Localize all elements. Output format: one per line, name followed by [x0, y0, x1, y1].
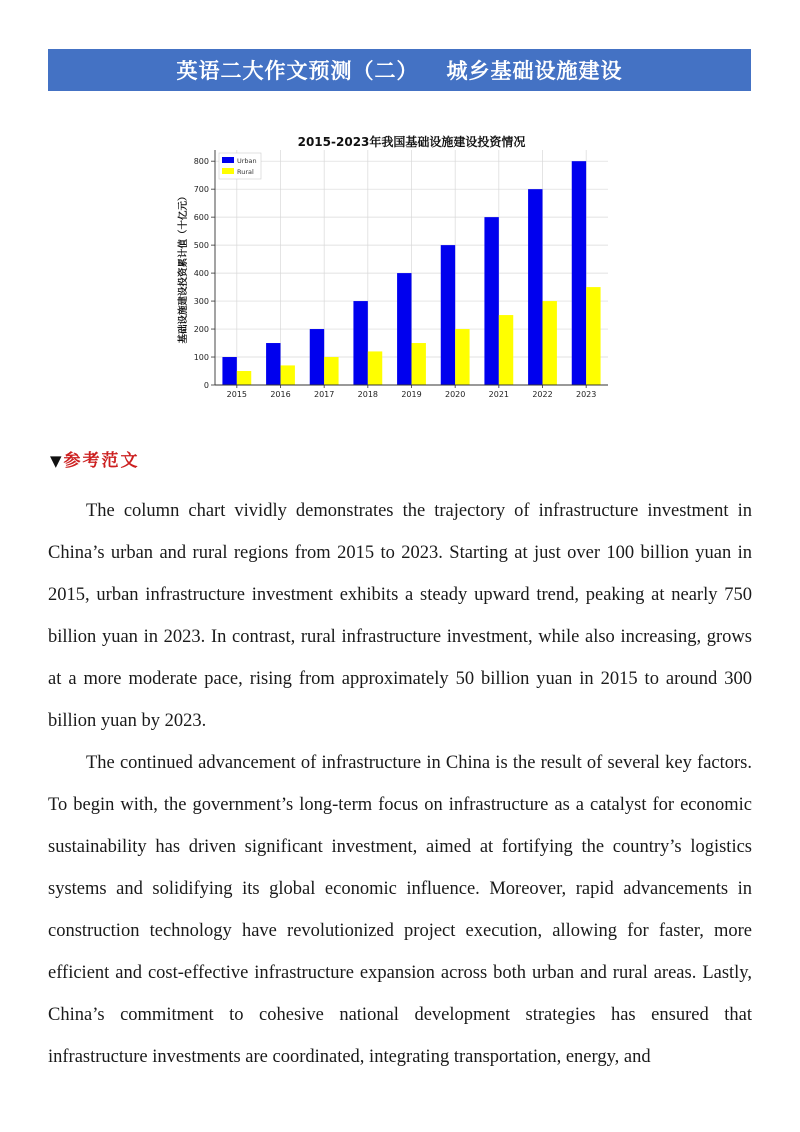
x-tick-label: 2017: [313, 390, 335, 399]
y-tick-label: 400: [193, 269, 209, 279]
x-tick-label: 2023: [575, 390, 597, 399]
y-tick-label: 700: [193, 185, 209, 195]
bar-rural-2021: [499, 315, 513, 385]
bar-rural-2019: [412, 343, 426, 385]
bar-rural-2020: [455, 329, 469, 385]
bar-rural-2017: [324, 357, 338, 385]
y-tick-label: 800: [193, 157, 209, 167]
x-tick-label: 2018: [357, 390, 379, 399]
bar-rural-2015: [237, 371, 251, 385]
chart-svg: [168, 128, 618, 403]
section-title: 参考范文: [63, 451, 140, 471]
x-tick-label: 2016: [270, 390, 291, 399]
bar-urban-2018: [353, 301, 367, 385]
y-tick-label: 100: [193, 353, 209, 363]
legend-label-rural: Rural: [237, 168, 254, 176]
bar-urban-2023: [572, 161, 586, 385]
bar-rural-2022: [543, 301, 557, 385]
triangle-marker-icon: ▼: [50, 452, 62, 470]
x-tick-label: 2020: [444, 390, 466, 399]
essay-paragraph-1: The column chart vividly demonstrates the trajectory of infrastructure investment in China’s urban and rural regions from 2015 to 2023. Starting at just over 100 billion yuan in 2015, urban infrastructure investment exhibits a steady upward trend, peaking at nearly 750 billion yuan in 2023. In contrast, rural infrastructure investment, while also increasing, grows at a more moderate pace, rising from approximately 50 billion yuan in 2015 to around 300 billion yuan by 2023.: [48, 501, 752, 731]
y-axis-label: 基础设施建设投资累计值（十亿元）: [178, 191, 189, 344]
bar-urban-2020: [441, 245, 455, 385]
essay-paragraph-2: The continued advancement of infrastructure in China is the result of several key factors. To begin with, the government’s long-term focus on infrastructure as a catalyst for economic sustainability has driven significant investment, aimed at fortifying the country’s logistics systems and solidifying its global economic influence. Moreover, rapid advancements in construction technology have revolutionized project execution, allowing for faster, more efficient and cost-effective infrastructure expansion across both urban and rural areas. Lastly, China’s commitment to cohesive national development strategies has ensured that infrastructure investments are coordinated, integrating transportation, energy, and: [48, 753, 752, 1067]
bar-rural-2023: [586, 287, 600, 385]
bar-rural-2018: [368, 351, 382, 385]
bar-urban-2022: [528, 189, 542, 385]
x-tick-label: 2022: [532, 390, 553, 399]
y-tick-label: 300: [193, 297, 209, 307]
bar-urban-2017: [310, 329, 324, 385]
y-tick-label: 500: [193, 241, 209, 251]
bar-urban-2021: [484, 217, 498, 385]
y-tick-label: 200: [193, 325, 209, 335]
title-part-2: 城乡基础设施建设: [446, 59, 623, 83]
bar-urban-2016: [266, 343, 280, 385]
bar-urban-2015: [222, 357, 236, 385]
title-banner: [48, 49, 751, 91]
legend-swatch-urban: [222, 157, 234, 163]
essay-body: [48, 490, 752, 1078]
y-tick-label: 600: [193, 213, 209, 223]
bar-urban-2019: [397, 273, 411, 385]
legend-swatch-rural: [222, 168, 234, 174]
legend-label-urban: Urban: [237, 157, 257, 165]
x-tick-label: 2015: [226, 390, 248, 399]
y-tick-label: 0: [203, 381, 209, 390]
chart-title: 2015-2023年我国基础设施建设投资情况: [297, 135, 526, 149]
x-tick-label: 2021: [488, 390, 510, 399]
section-heading: [50, 446, 140, 471]
x-tick-label: 2019: [401, 390, 422, 399]
bar-chart: [168, 128, 618, 403]
title-part-1: 英语二大作文预测（二）: [176, 59, 419, 83]
bar-rural-2016: [281, 365, 295, 385]
